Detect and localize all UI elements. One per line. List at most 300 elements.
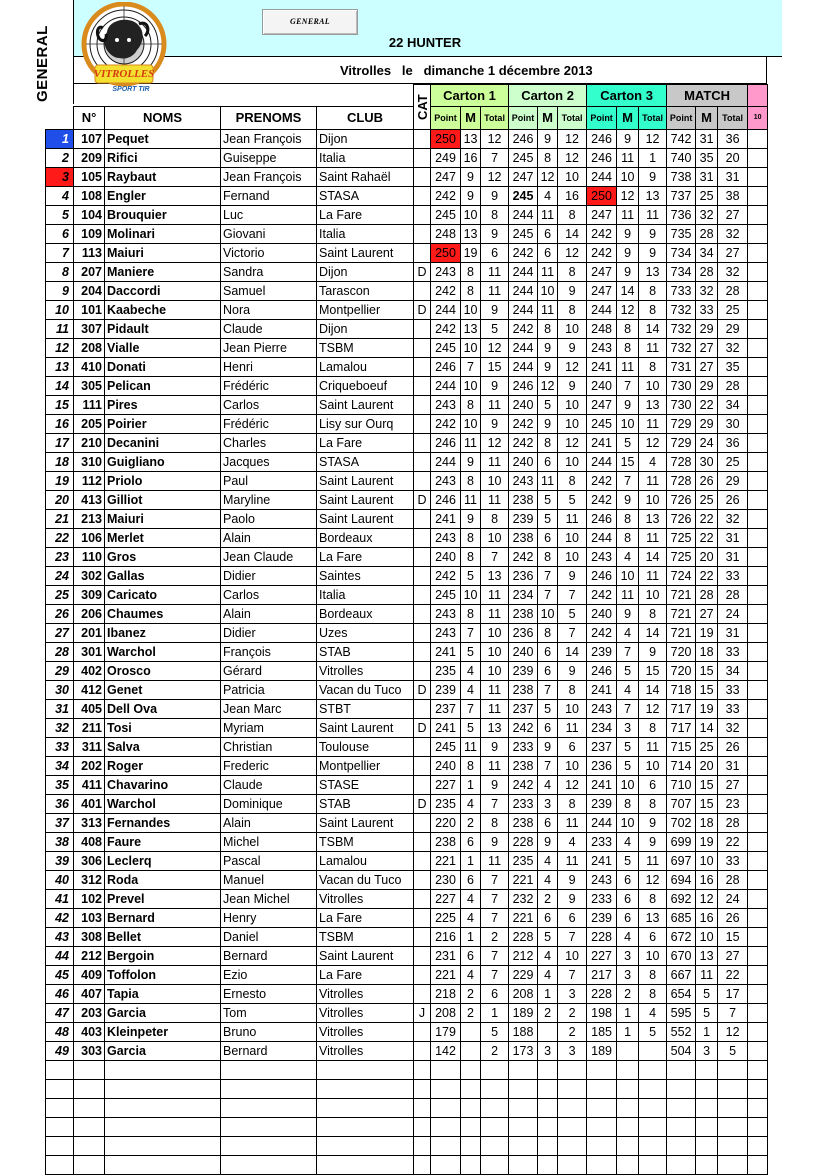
club-cell: Dijon	[317, 263, 414, 282]
match-total-cell: 33	[718, 700, 748, 719]
last-name-cell: Pequet	[105, 130, 221, 149]
results-body	[46, 130, 768, 1175]
carton-total-cell: 8	[639, 605, 667, 624]
empty-cell	[696, 1061, 718, 1080]
first-name-cell: Daniel	[221, 928, 317, 947]
ten-count-cell	[748, 149, 768, 168]
match-m-cell: 16	[696, 909, 718, 928]
carton-total-cell: 6	[558, 909, 587, 928]
ten-count-cell	[748, 187, 768, 206]
table-row	[46, 700, 768, 719]
match-m-cell: 22	[696, 396, 718, 415]
last-name-cell: Orosco	[105, 662, 221, 681]
carton-point-cell: 246	[431, 491, 461, 510]
category-cell	[414, 605, 431, 624]
empty-row	[46, 1080, 768, 1099]
carton-total-cell: 7	[558, 928, 587, 947]
carton-total-cell: 12	[639, 130, 667, 149]
category-cell	[414, 206, 431, 225]
empty-cell	[748, 1137, 768, 1156]
club-cell: STAB	[317, 795, 414, 814]
bib-number-cell: 303	[74, 1042, 105, 1061]
carton-m-cell: 4	[461, 795, 481, 814]
rank-cell: 34	[46, 757, 74, 776]
carton-m-cell: 1	[617, 1023, 639, 1042]
carton-m-cell: 7	[617, 700, 639, 719]
header-divider	[73, 56, 782, 57]
last-name-cell: Tosi	[105, 719, 221, 738]
carton-m-cell: 8	[617, 510, 639, 529]
carton-total-cell: 11	[639, 339, 667, 358]
match-total-cell: 15	[718, 928, 748, 947]
col-prenoms: PRENOMS	[221, 107, 317, 130]
carton-m-cell: 8	[617, 339, 639, 358]
carton-point-cell: 243	[431, 605, 461, 624]
carton-point-cell: 228	[587, 928, 617, 947]
match-total-cell: 31	[718, 168, 748, 187]
col-m: M	[617, 107, 639, 130]
carton-total-cell: 7	[481, 890, 509, 909]
carton-total-cell: 8	[558, 301, 587, 320]
carton-m-cell: 10	[617, 814, 639, 833]
carton-m-cell: 4	[617, 548, 639, 567]
last-name-cell: Prevel	[105, 890, 221, 909]
bib-number-cell: 102	[74, 890, 105, 909]
empty-cell	[105, 1156, 221, 1175]
carton-m-cell: 5	[617, 738, 639, 757]
carton-total-cell: 6	[481, 985, 509, 1004]
match-point-cell: 725	[667, 548, 696, 567]
carton-m-cell: 9	[617, 263, 639, 282]
category-cell	[414, 149, 431, 168]
carton-point-cell: 245	[509, 225, 538, 244]
carton-total-cell: 8	[558, 472, 587, 491]
last-name-cell: Maiuri	[105, 510, 221, 529]
carton-total-cell: 12	[481, 168, 509, 187]
carton-m-cell: 7	[617, 643, 639, 662]
bib-number-cell: 209	[74, 149, 105, 168]
col-num: N°	[74, 107, 105, 130]
carton-total-cell: 9	[481, 833, 509, 852]
match-point-cell: 699	[667, 833, 696, 852]
first-name-cell: Jean Claude	[221, 548, 317, 567]
category-cell	[414, 624, 431, 643]
carton-m-cell: 7	[538, 567, 558, 586]
rank-cell: 35	[46, 776, 74, 795]
carton-m-cell: 6	[538, 662, 558, 681]
carton-m-cell: 4	[538, 871, 558, 890]
ten-count-cell	[748, 206, 768, 225]
empty-cell	[481, 1156, 509, 1175]
carton-total-cell: 8	[481, 814, 509, 833]
match-total-cell: 33	[718, 681, 748, 700]
bib-number-cell: 203	[74, 1004, 105, 1023]
match-total-cell: 31	[718, 624, 748, 643]
match-total-cell: 25	[718, 301, 748, 320]
rank-cell: 24	[46, 567, 74, 586]
table-row	[46, 833, 768, 852]
carton-total-cell: 6	[639, 776, 667, 795]
col-point: Point	[587, 107, 617, 130]
empty-cell	[587, 1156, 617, 1175]
rank-cell: 44	[46, 947, 74, 966]
carton-point-cell: 248	[431, 225, 461, 244]
category-cell	[414, 871, 431, 890]
carton-m-cell: 9	[538, 738, 558, 757]
carton-point-cell: 242	[587, 491, 617, 510]
carton-total-cell: 2	[481, 928, 509, 947]
ten-count-cell	[748, 1042, 768, 1061]
carton-m-cell: 2	[538, 890, 558, 909]
empty-cell	[481, 1137, 509, 1156]
empty-cell	[105, 1080, 221, 1099]
carton-total-cell: 8	[558, 263, 587, 282]
carton-m-cell: 6	[617, 890, 639, 909]
empty-cell	[74, 1080, 105, 1099]
carton-m-cell: 10	[617, 776, 639, 795]
table-row	[46, 852, 768, 871]
bib-number-cell: 302	[74, 567, 105, 586]
match-m-cell: 10	[696, 928, 718, 947]
empty-row	[46, 1099, 768, 1118]
first-name-cell: Frédéric	[221, 415, 317, 434]
category-cell: J	[414, 1004, 431, 1023]
carton-point-cell: 243	[431, 263, 461, 282]
empty-cell	[461, 1080, 481, 1099]
carton-m-cell: 9	[538, 833, 558, 852]
category-cell	[414, 130, 431, 149]
empty-cell	[718, 1080, 748, 1099]
first-name-cell: Jean François	[221, 130, 317, 149]
empty-cell	[461, 1118, 481, 1137]
col-club: CLUB	[317, 107, 414, 130]
ten-count-cell	[748, 795, 768, 814]
carton-point-cell: 179	[431, 1023, 461, 1042]
rank-cell: 1	[46, 130, 74, 149]
carton-total-cell: 8	[639, 890, 667, 909]
empty-cell	[617, 1099, 639, 1118]
club-cell: TSBM	[317, 833, 414, 852]
ten-count-cell	[748, 472, 768, 491]
empty-cell	[718, 1099, 748, 1118]
carton-point-cell: 246	[587, 149, 617, 168]
general-button[interactable]: GENERAL	[262, 9, 358, 35]
carton-total-cell: 10	[558, 453, 587, 472]
carton-total-cell: 9	[481, 377, 509, 396]
match-m-cell: 32	[696, 206, 718, 225]
empty-cell	[105, 1099, 221, 1118]
empty-cell	[317, 1118, 414, 1137]
last-name-cell: Brouquier	[105, 206, 221, 225]
match-total-cell: 27	[718, 206, 748, 225]
empty-cell	[74, 1099, 105, 1118]
club-cell: Saint Laurent	[317, 947, 414, 966]
empty-cell	[431, 1156, 461, 1175]
empty-cell	[667, 1118, 696, 1137]
rank-cell: 27	[46, 624, 74, 643]
carton-total-cell: 5	[558, 605, 587, 624]
empty-cell	[617, 1118, 639, 1137]
carton-point-cell: 242	[509, 244, 538, 263]
match-total-cell: 35	[718, 358, 748, 377]
category-cell	[414, 966, 431, 985]
bib-number-cell: 202	[74, 757, 105, 776]
first-name-cell: Michel	[221, 833, 317, 852]
carton-m-cell: 8	[538, 624, 558, 643]
empty-cell	[587, 1118, 617, 1137]
carton-total-cell: 11	[558, 510, 587, 529]
ten-count-cell	[748, 548, 768, 567]
club-cell: STASE	[317, 776, 414, 795]
empty-cell	[221, 1061, 317, 1080]
table-row	[46, 643, 768, 662]
table-row	[46, 871, 768, 890]
carton-m-cell: 5	[461, 567, 481, 586]
first-name-cell: Dominique	[221, 795, 317, 814]
match-point-cell: 717	[667, 719, 696, 738]
match-point-cell: 734	[667, 244, 696, 263]
carton-m-cell: 9	[461, 453, 481, 472]
col-ten: 10	[748, 107, 768, 130]
empty-cell	[431, 1080, 461, 1099]
empty-cell	[481, 1061, 509, 1080]
empty-cell	[748, 1099, 768, 1118]
last-name-cell: Raybaut	[105, 168, 221, 187]
carton-total-cell: 9	[481, 776, 509, 795]
match-point-cell: 721	[667, 624, 696, 643]
bib-number-cell: 206	[74, 605, 105, 624]
table-row	[46, 263, 768, 282]
match-point-cell: 718	[667, 681, 696, 700]
match-m-cell: 15	[696, 795, 718, 814]
match-total-cell: 20	[718, 149, 748, 168]
carton-m-cell: 4	[538, 776, 558, 795]
empty-cell	[558, 1156, 587, 1175]
carton-point-cell: 238	[509, 491, 538, 510]
carton-m-cell: 11	[461, 434, 481, 453]
carton-total-cell: 12	[558, 434, 587, 453]
carton-point-cell: 243	[431, 472, 461, 491]
match-total-cell: 24	[718, 605, 748, 624]
match-total-cell: 22	[718, 966, 748, 985]
col-m: M	[696, 107, 718, 130]
carton-total-cell: 12	[481, 130, 509, 149]
first-name-cell: Ezio	[221, 966, 317, 985]
carton-point-cell: 242	[509, 776, 538, 795]
carton-point-cell: 246	[431, 358, 461, 377]
empty-cell	[667, 1080, 696, 1099]
empty-cell	[718, 1156, 748, 1175]
carton-m-cell: 1	[461, 776, 481, 795]
carton-point-cell: 240	[509, 396, 538, 415]
carton-point-cell: 246	[509, 130, 538, 149]
match-total-cell: 33	[718, 643, 748, 662]
carton-point-cell: 198	[587, 1004, 617, 1023]
match-m-cell: 15	[696, 662, 718, 681]
col-point: Point	[509, 107, 538, 130]
carton-m-cell: 10	[617, 168, 639, 187]
col-total: Total	[481, 107, 509, 130]
carton-m-cell: 6	[538, 453, 558, 472]
carton-point-cell: 234	[509, 586, 538, 605]
empty-cell	[696, 1118, 718, 1137]
last-name-cell: Gilliot	[105, 491, 221, 510]
first-name-cell: Bruno	[221, 1023, 317, 1042]
carton-m-cell: 13	[461, 130, 481, 149]
rank-cell: 12	[46, 339, 74, 358]
carton-total-cell: 11	[481, 491, 509, 510]
carton-m-cell: 8	[461, 529, 481, 548]
carton-m-cell: 8	[461, 396, 481, 415]
carton-m-cell: 13	[461, 320, 481, 339]
logo-subtext: SPORT TIR	[112, 86, 150, 93]
match-point-cell: 738	[667, 168, 696, 187]
match-total-cell: 34	[718, 396, 748, 415]
match-m-cell: 27	[696, 339, 718, 358]
rank-cell: 47	[46, 1004, 74, 1023]
carton-total-cell: 9	[639, 643, 667, 662]
carton-m-cell: 11	[538, 263, 558, 282]
last-name-cell: Pidault	[105, 320, 221, 339]
category-cell	[414, 339, 431, 358]
carton-total-cell: 7	[481, 795, 509, 814]
match-point-cell: 732	[667, 301, 696, 320]
carton-total-cell: 11	[639, 415, 667, 434]
carton-m-cell: 11	[461, 738, 481, 757]
match-point-cell: 717	[667, 700, 696, 719]
match-point-cell: 721	[667, 586, 696, 605]
last-name-cell: Pires	[105, 396, 221, 415]
bib-number-cell: 107	[74, 130, 105, 149]
ten-count-cell	[748, 586, 768, 605]
carton-m-cell: 6	[538, 909, 558, 928]
empty-cell	[748, 1061, 768, 1080]
carton-point-cell: 231	[431, 947, 461, 966]
rank-cell: 20	[46, 491, 74, 510]
match-m-cell: 20	[696, 548, 718, 567]
carton-total-cell: 9	[481, 738, 509, 757]
empty-cell	[538, 1118, 558, 1137]
ten-count-cell	[748, 890, 768, 909]
first-name-cell: Myriam	[221, 719, 317, 738]
rank-cell: 8	[46, 263, 74, 282]
carton-total-cell: 4	[558, 833, 587, 852]
last-name-cell: Leclerq	[105, 852, 221, 871]
last-name-cell: Roda	[105, 871, 221, 890]
first-name-cell: Claude	[221, 320, 317, 339]
bib-number-cell: 213	[74, 510, 105, 529]
bib-number-cell: 308	[74, 928, 105, 947]
carton-m-cell: 4	[461, 966, 481, 985]
match-point-cell: 726	[667, 510, 696, 529]
match-total-cell: 17	[718, 985, 748, 1004]
empty-cell	[74, 1156, 105, 1175]
match-m-cell: 10	[696, 852, 718, 871]
carton-m-cell: 12	[617, 301, 639, 320]
carton-total-cell: 9	[481, 415, 509, 434]
ten-count-cell	[748, 263, 768, 282]
match-total-cell: 7	[718, 1004, 748, 1023]
match-total-cell: 26	[718, 909, 748, 928]
club-cell: Saint Laurent	[317, 719, 414, 738]
empty-cell	[317, 1099, 414, 1118]
match-m-cell: 13	[696, 947, 718, 966]
carton-total-cell: 5	[558, 491, 587, 510]
rank-cell: 26	[46, 605, 74, 624]
group-header-row	[46, 85, 768, 107]
first-name-cell: Sandra	[221, 263, 317, 282]
empty-cell	[46, 1156, 74, 1175]
carton-point-cell: 230	[431, 871, 461, 890]
match-total-cell: 30	[718, 415, 748, 434]
carton-point-cell: 234	[587, 719, 617, 738]
carton-total-cell: 11	[481, 396, 509, 415]
table-row	[46, 282, 768, 301]
club-cell: Toulouse	[317, 738, 414, 757]
carton-m-cell: 7	[538, 586, 558, 605]
first-name-cell: Carlos	[221, 396, 317, 415]
rank-cell: 3	[46, 168, 74, 187]
empty-cell	[46, 1080, 74, 1099]
carton-total-cell: 9	[639, 225, 667, 244]
carton-point-cell: 237	[431, 700, 461, 719]
match-point-cell: 720	[667, 643, 696, 662]
carton-total-cell: 9	[639, 833, 667, 852]
first-name-cell: Paul	[221, 472, 317, 491]
carton-m-cell: 8	[617, 320, 639, 339]
bib-number-cell: 113	[74, 244, 105, 263]
carton-m-cell: 15	[617, 453, 639, 472]
last-name-cell: Roger	[105, 757, 221, 776]
carton-total-cell: 10	[558, 320, 587, 339]
carton-m-cell: 6	[461, 947, 481, 966]
carton-m-cell: 1	[461, 928, 481, 947]
first-name-cell: Jean Pierre	[221, 339, 317, 358]
club-cell: Saintes	[317, 567, 414, 586]
empty-cell	[461, 1099, 481, 1118]
table-row	[46, 909, 768, 928]
carton-total-cell: 9	[481, 301, 509, 320]
last-name-cell: Rifici	[105, 149, 221, 168]
first-name-cell: Patricia	[221, 681, 317, 700]
match-point-cell: 732	[667, 339, 696, 358]
category-cell: D	[414, 491, 431, 510]
carton-m-cell: 3	[617, 719, 639, 738]
last-name-cell: Gallas	[105, 567, 221, 586]
first-name-cell: Guiseppe	[221, 149, 317, 168]
empty-cell	[46, 1137, 74, 1156]
empty-cell	[509, 1137, 538, 1156]
ten-count-cell	[748, 567, 768, 586]
carton-total-cell: 11	[639, 529, 667, 548]
club-cell: La Fare	[317, 206, 414, 225]
carton-total-cell: 3	[558, 1042, 587, 1061]
ten-count-cell	[748, 852, 768, 871]
carton-total-cell: 10	[481, 529, 509, 548]
club-cell: Vitrolles	[317, 662, 414, 681]
column-header-row	[46, 107, 768, 130]
carton-point-cell: 185	[587, 1023, 617, 1042]
bib-number-cell: 402	[74, 662, 105, 681]
carton-point-cell: 242	[509, 415, 538, 434]
carton-m-cell: 6	[538, 643, 558, 662]
match-m-cell: 14	[696, 719, 718, 738]
last-name-cell: Vialle	[105, 339, 221, 358]
last-name-cell: Merlet	[105, 529, 221, 548]
match-total-cell: 32	[718, 225, 748, 244]
empty-cell	[587, 1080, 617, 1099]
carton-point-cell: 233	[587, 890, 617, 909]
